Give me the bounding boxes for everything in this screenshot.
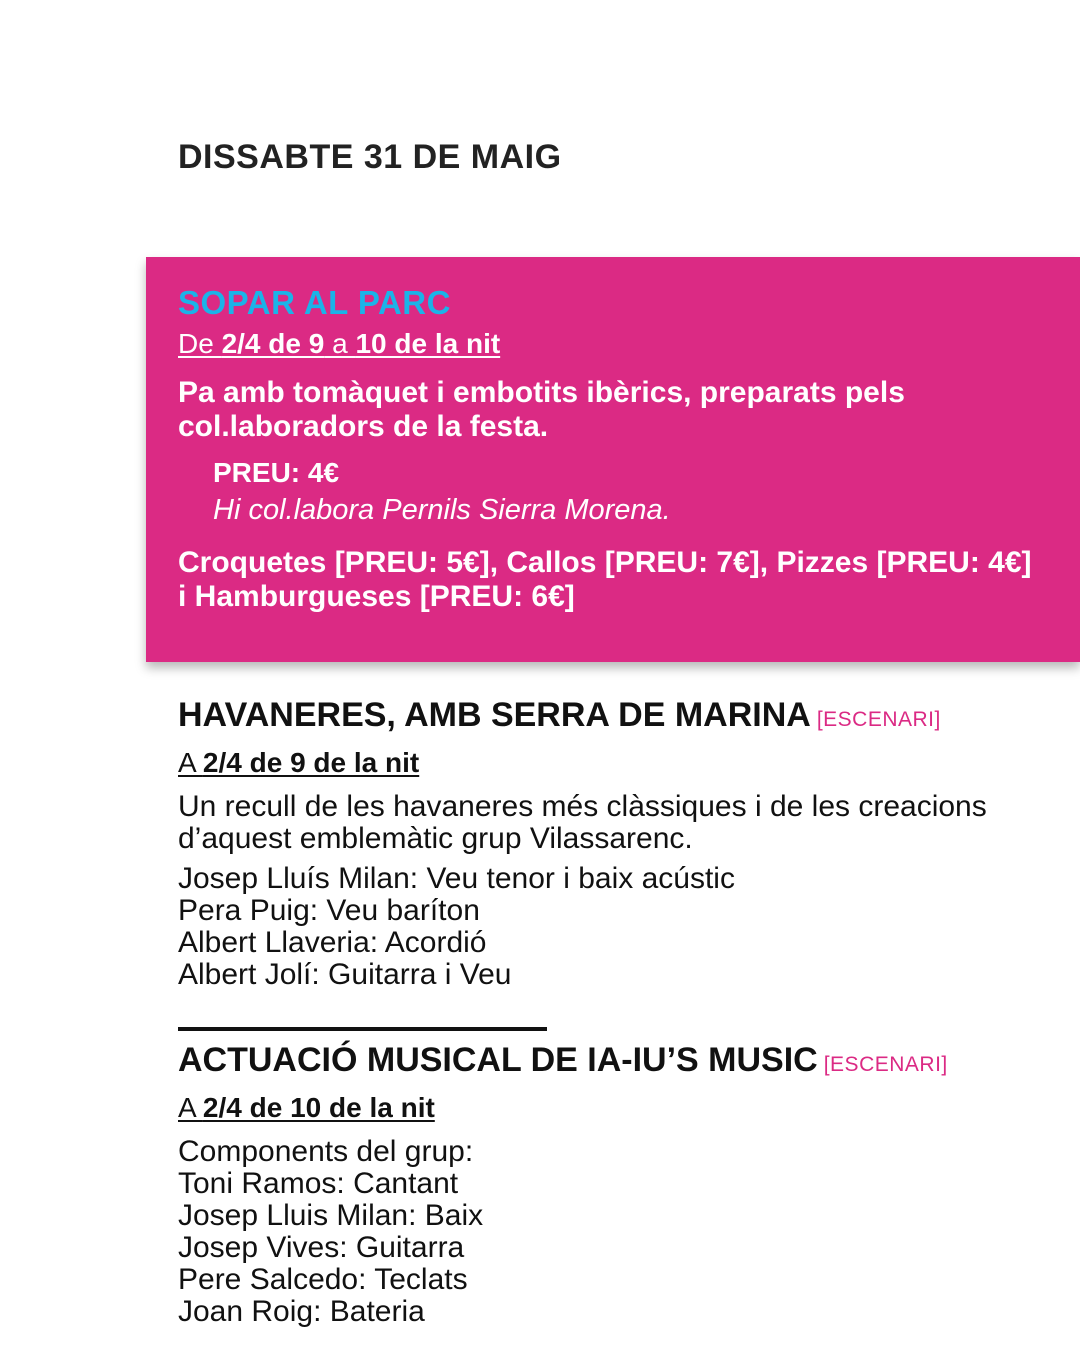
musical-member: Josep Lluis Milan: Baix (178, 1199, 484, 1232)
page-date-heading: DISSABTE 31 DE MAIG (178, 138, 562, 176)
havaneres-description: Un recull de les havaneres més clàssiques i de les creacions d’aquest emblemàtic grup Vilassarenc. (178, 790, 987, 855)
sopar-sponsor-note: Hi col.labora Pernils Sierra Morena. (213, 494, 671, 526)
sopar-panel (146, 257, 1080, 662)
havaneres-time (178, 747, 1038, 779)
havaneres-member: Albert Jolí: Guitarra i Veu (178, 958, 512, 991)
musical-title (178, 1041, 1038, 1084)
havaneres-title (178, 696, 1038, 739)
havaneres-time-value: 2/4 de 9 de la nit (202, 747, 420, 778)
havaneres-title-text: HAVANERES, AMB SERRA DE MARINA (178, 696, 811, 734)
havaneres-time-prefix: A (178, 747, 203, 778)
musical-stage-tag: [ESCENARI] (823, 1053, 948, 1076)
sopar-price: PREU: 4€ (213, 457, 340, 488)
musical-time-value: 2/4 de 10 de la nit (202, 1092, 435, 1123)
sopar-time-end: 10 de la nit (355, 328, 501, 359)
havaneres-member: Pera Puig: Veu baríton (178, 894, 480, 927)
sopar-description: Pa amb tomàquet i embotits ibèrics, preparats pels col.laboradors de la festa. (178, 376, 905, 443)
havaneres-event (178, 696, 1038, 991)
musical-time-prefix: A (178, 1092, 203, 1123)
musical-member: Joan Roig: Bateria (178, 1295, 425, 1328)
sopar-time-middle: a (324, 328, 356, 359)
musical-member: Josep Vives: Guitarra (178, 1231, 465, 1264)
musical-event (178, 1041, 1038, 1328)
musical-member: Pere Salcedo: Teclats (178, 1263, 468, 1296)
sopar-time (178, 328, 1040, 360)
musical-member: Toni Ramos: Cantant (178, 1167, 459, 1200)
musical-time (178, 1092, 1038, 1124)
sopar-time-start: 2/4 de 9 (221, 328, 325, 359)
musical-members (178, 1136, 1038, 1328)
sopar-extra-menu: Croquetes [PREU: 5€], Callos [PREU: 7€], Pizzes [PREU: 4€] i Hamburgueses [PREU: 6€] (178, 546, 1032, 613)
havaneres-member: Albert Llaveria: Acordió (178, 926, 487, 959)
havaneres-stage-tag: [ESCENARI] (816, 708, 941, 731)
musical-title-text: ACTUACIÓ MUSICAL DE IA-IU’S MUSIC (178, 1041, 818, 1079)
havaneres-members (178, 863, 1038, 991)
havaneres-member: Josep Lluís Milan: Veu tenor i baix acústic (178, 862, 735, 895)
sopar-title: SOPAR AL PARC (178, 284, 451, 321)
musical-member: Components del grup: (178, 1135, 474, 1168)
sopar-time-prefix: De (178, 328, 222, 359)
section-divider (178, 1027, 547, 1031)
